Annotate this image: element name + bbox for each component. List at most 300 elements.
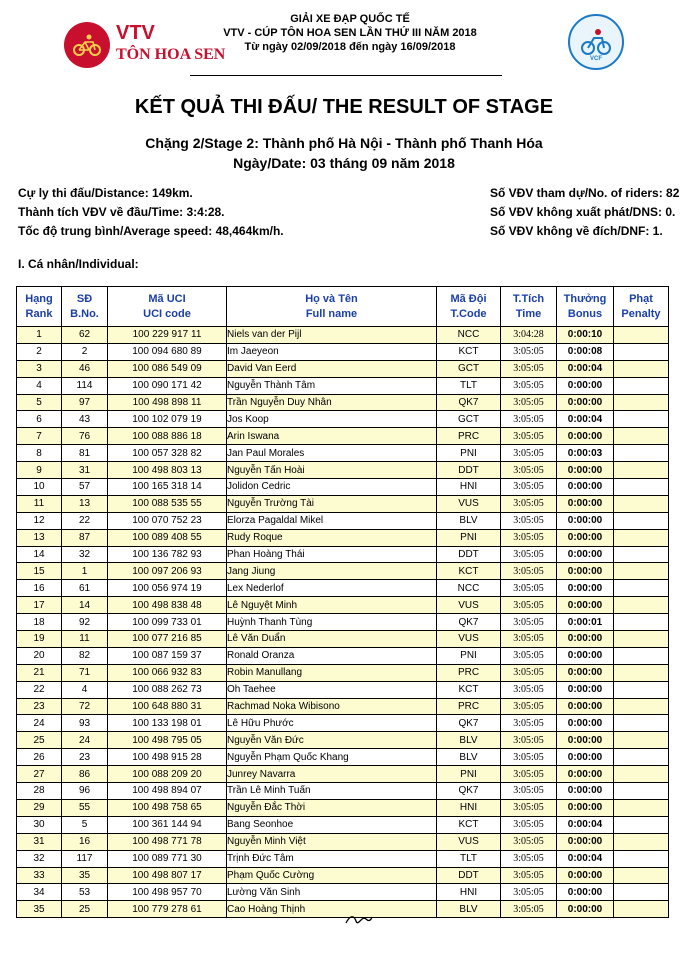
race-stats-left <box>18 184 284 241</box>
bib-cell: 23 <box>62 749 108 766</box>
bonus-cell: 0:00:08 <box>557 343 614 360</box>
uci-code-cell: 100 099 733 01 <box>108 614 227 631</box>
uci-code-cell: 100 089 408 55 <box>108 529 227 546</box>
table-row <box>17 377 669 394</box>
bib-cell: 82 <box>62 647 108 664</box>
rank-cell: 32 <box>17 850 62 867</box>
time-cell: 3:05:05 <box>501 563 557 580</box>
uci-code-cell: 100 133 198 01 <box>108 715 227 732</box>
bib-cell: 14 <box>62 597 108 614</box>
penalty-cell <box>614 512 669 529</box>
time-cell: 3:05:05 <box>501 732 557 749</box>
rank-cell: 3 <box>17 360 62 377</box>
time-cell: 3:05:05 <box>501 428 557 445</box>
bib-cell: 86 <box>62 766 108 783</box>
table-row <box>17 343 669 360</box>
rank-cell: 26 <box>17 749 62 766</box>
uci-code-cell: 100 498 807 17 <box>108 867 227 884</box>
bib-cell: 46 <box>62 360 108 377</box>
bonus-cell: 0:00:00 <box>557 766 614 783</box>
cyclist-emblem-icon <box>64 22 110 68</box>
bonus-cell: 0:00:00 <box>557 495 614 512</box>
bonus-cell: 0:00:00 <box>557 867 614 884</box>
bib-cell: 96 <box>62 783 108 800</box>
time-cell: 3:05:05 <box>501 766 557 783</box>
team-code-cell: DDT <box>437 867 501 884</box>
rider-name-cell: Trịnh Đức Tâm <box>227 850 437 867</box>
time-cell: 3:05:05 <box>501 546 557 563</box>
team-code-cell: VUS <box>437 631 501 648</box>
rider-name-cell: Niels van der Pijl <box>227 327 437 344</box>
team-code-cell: KCT <box>437 816 501 833</box>
rank-cell: 11 <box>17 495 62 512</box>
column-header-bib: SĐ B.No. <box>62 287 108 327</box>
bib-cell: 5 <box>62 816 108 833</box>
time-cell: 3:05:05 <box>501 681 557 698</box>
time-cell: 3:05:05 <box>501 479 557 496</box>
bonus-cell: 0:00:00 <box>557 428 614 445</box>
time-cell: 3:05:05 <box>501 512 557 529</box>
rank-cell: 19 <box>17 631 62 648</box>
penalty-cell <box>614 479 669 496</box>
team-code-cell: HNI <box>437 884 501 901</box>
vcf-cyclist-icon <box>580 28 612 56</box>
table-row <box>17 631 669 648</box>
rider-name-cell: Huỳnh Thanh Tùng <box>227 614 437 631</box>
time-cell: 3:05:05 <box>501 343 557 360</box>
uci-code-cell: 100 498 758 65 <box>108 799 227 816</box>
bonus-cell: 0:00:00 <box>557 901 614 918</box>
rank-cell: 12 <box>17 512 62 529</box>
uci-code-cell: 100 648 880 31 <box>108 698 227 715</box>
rider-name-cell: Nguyễn Trường Tài <box>227 495 437 512</box>
rider-name-cell: Nguyễn Phạm Quốc Khang <box>227 749 437 766</box>
event-line-2: VTV - CÚP TÔN HOA SEN LẦN THỨ III NĂM 2018 <box>223 27 477 39</box>
uci-code-cell: 100 498 838 48 <box>108 597 227 614</box>
results-body <box>17 327 669 918</box>
rider-name-cell: Elorza Pagaldal Mikel <box>227 512 437 529</box>
penalty-cell <box>614 529 669 546</box>
bib-cell: 11 <box>62 631 108 648</box>
penalty-cell <box>614 783 669 800</box>
team-code-cell: QK7 <box>437 614 501 631</box>
penalty-cell <box>614 394 669 411</box>
time-cell: 3:05:05 <box>501 529 557 546</box>
time-cell: 3:05:05 <box>501 631 557 648</box>
time-cell: 3:05:05 <box>501 360 557 377</box>
uci-code-cell: 100 056 974 19 <box>108 580 227 597</box>
table-row <box>17 512 669 529</box>
penalty-cell <box>614 360 669 377</box>
bonus-cell: 0:00:00 <box>557 377 614 394</box>
table-row <box>17 715 669 732</box>
bib-cell: 43 <box>62 411 108 428</box>
penalty-cell <box>614 749 669 766</box>
table-row <box>17 327 669 344</box>
section-title: I. Cá nhân/Individual: <box>18 257 139 271</box>
rank-cell: 5 <box>17 394 62 411</box>
bib-cell: 81 <box>62 445 108 462</box>
table-row <box>17 479 669 496</box>
bib-cell: 2 <box>62 343 108 360</box>
penalty-cell <box>614 732 669 749</box>
bib-cell: 24 <box>62 732 108 749</box>
penalty-cell <box>614 816 669 833</box>
bib-cell: 114 <box>62 377 108 394</box>
team-code-cell: GCT <box>437 360 501 377</box>
rank-cell: 16 <box>17 580 62 597</box>
bonus-cell: 0:00:00 <box>557 647 614 664</box>
rank-cell: 8 <box>17 445 62 462</box>
bonus-cell: 0:00:03 <box>557 445 614 462</box>
rider-name-cell: Nguyễn Minh Việt <box>227 833 437 850</box>
race-stats-right <box>490 184 679 241</box>
uci-code-cell: 100 498 898 11 <box>108 394 227 411</box>
table-row <box>17 495 669 512</box>
uci-code-cell: 100 077 216 85 <box>108 631 227 648</box>
bib-cell: 55 <box>62 799 108 816</box>
time-cell: 3:05:05 <box>501 715 557 732</box>
rank-cell: 18 <box>17 614 62 631</box>
penalty-cell <box>614 715 669 732</box>
rank-cell: 7 <box>17 428 62 445</box>
uci-code-cell: 100 066 932 83 <box>108 664 227 681</box>
team-code-cell: QK7 <box>437 394 501 411</box>
table-row <box>17 597 669 614</box>
table-row <box>17 884 669 901</box>
team-code-cell: KCT <box>437 681 501 698</box>
penalty-cell <box>614 428 669 445</box>
time-cell: 3:05:05 <box>501 394 557 411</box>
rider-name-cell: Lê Nguyệt Minh <box>227 597 437 614</box>
bib-cell: 32 <box>62 546 108 563</box>
event-line-3: Từ ngày 02/09/2018 đến ngày 16/09/2018 <box>244 41 456 53</box>
rank-cell: 33 <box>17 867 62 884</box>
table-row <box>17 546 669 563</box>
table-row <box>17 664 669 681</box>
uci-code-cell: 100 088 535 55 <box>108 495 227 512</box>
bib-cell: 87 <box>62 529 108 546</box>
table-row <box>17 681 669 698</box>
uci-code-cell: 100 498 915 28 <box>108 749 227 766</box>
team-code-cell: TLT <box>437 850 501 867</box>
uci-code-cell: 100 498 795 05 <box>108 732 227 749</box>
rider-name-cell: Nguyễn Đắc Thời <box>227 799 437 816</box>
penalty-cell <box>614 495 669 512</box>
time-cell: 3:05:05 <box>501 698 557 715</box>
rank-cell: 1 <box>17 327 62 344</box>
bonus-cell: 0:00:04 <box>557 816 614 833</box>
team-code-cell: PNI <box>437 445 501 462</box>
team-code-cell: QK7 <box>437 715 501 732</box>
time-cell: 3:05:05 <box>501 664 557 681</box>
table-row <box>17 749 669 766</box>
table-row <box>17 580 669 597</box>
rank-cell: 10 <box>17 479 62 496</box>
rider-name-cell: Im Jaeyeon <box>227 343 437 360</box>
table-row <box>17 529 669 546</box>
uci-code-cell: 100 102 079 19 <box>108 411 227 428</box>
penalty-cell <box>614 445 669 462</box>
team-code-cell: HNI <box>437 479 501 496</box>
bib-cell: 92 <box>62 614 108 631</box>
table-row <box>17 647 669 664</box>
penalty-cell <box>614 664 669 681</box>
penalty-cell <box>614 377 669 394</box>
team-code-cell: GCT <box>437 411 501 428</box>
table-row <box>17 766 669 783</box>
time-cell: 3:05:05 <box>501 647 557 664</box>
rider-name-cell: Phạm Quốc Cường <box>227 867 437 884</box>
bonus-cell: 0:00:00 <box>557 833 614 850</box>
rider-name-cell: Junrey Navarra <box>227 766 437 783</box>
time-cell: 3:05:05 <box>501 445 557 462</box>
uci-code-cell: 100 088 209 20 <box>108 766 227 783</box>
team-code-cell: DDT <box>437 462 501 479</box>
team-code-cell: PRC <box>437 698 501 715</box>
bonus-cell: 0:00:10 <box>557 327 614 344</box>
table-row <box>17 462 669 479</box>
bib-cell: 61 <box>62 580 108 597</box>
penalty-cell <box>614 799 669 816</box>
uci-code-cell: 100 097 206 93 <box>108 563 227 580</box>
penalty-cell <box>614 411 669 428</box>
table-row <box>17 698 669 715</box>
rider-name-cell: Nguyễn Tấn Hoài <box>227 462 437 479</box>
rider-name-cell: David Van Eerd <box>227 360 437 377</box>
team-code-cell: BLV <box>437 512 501 529</box>
column-header-rank: Hạng Rank <box>17 287 62 327</box>
uci-code-cell: 100 086 549 09 <box>108 360 227 377</box>
bonus-cell: 0:00:00 <box>557 799 614 816</box>
uci-code-cell: 100 779 278 61 <box>108 901 227 918</box>
bonus-cell: 0:00:04 <box>557 850 614 867</box>
rider-name-cell: Bang Seonhoe <box>227 816 437 833</box>
bonus-cell: 0:00:00 <box>557 512 614 529</box>
team-code-cell: DDT <box>437 546 501 563</box>
uci-code-cell: 100 229 917 11 <box>108 327 227 344</box>
bonus-cell: 0:00:00 <box>557 597 614 614</box>
bonus-cell: 0:00:00 <box>557 546 614 563</box>
bib-cell: 35 <box>62 867 108 884</box>
vtv-logo-text: VTV <box>116 22 155 44</box>
table-row <box>17 850 669 867</box>
team-code-cell: KCT <box>437 343 501 360</box>
bonus-cell: 0:00:00 <box>557 664 614 681</box>
rank-cell: 4 <box>17 377 62 394</box>
uci-code-cell: 100 088 262 73 <box>108 681 227 698</box>
event-line-1: GIẢI XE ĐẠP QUỐC TẾ <box>290 13 410 25</box>
rank-cell: 25 <box>17 732 62 749</box>
rider-name-cell: Rachmad Noka Wibisono <box>227 698 437 715</box>
rank-cell: 20 <box>17 647 62 664</box>
time-cell: 3:05:05 <box>501 833 557 850</box>
penalty-cell <box>614 327 669 344</box>
table-row <box>17 411 669 428</box>
table-row <box>17 563 669 580</box>
stage-date: Ngày/Date: 03 tháng 09 năm 2018 <box>233 155 455 171</box>
header-divider <box>190 75 502 76</box>
rank-cell: 13 <box>17 529 62 546</box>
document-header <box>0 0 688 90</box>
table-row <box>17 428 669 445</box>
rank-cell: 6 <box>17 411 62 428</box>
column-header-bonus: Thưởng Bonus <box>557 287 614 327</box>
time-cell: 3:05:05 <box>501 411 557 428</box>
uci-code-cell: 100 094 680 89 <box>108 343 227 360</box>
penalty-cell <box>614 597 669 614</box>
table-row <box>17 614 669 631</box>
vcf-logo-text: VCF <box>590 56 602 62</box>
rank-cell: 15 <box>17 563 62 580</box>
uci-code-cell: 100 087 159 37 <box>108 647 227 664</box>
bonus-cell: 0:00:00 <box>557 783 614 800</box>
time-cell: 3:05:05 <box>501 867 557 884</box>
uci-code-cell: 100 136 782 93 <box>108 546 227 563</box>
bib-cell: 72 <box>62 698 108 715</box>
penalty-cell <box>614 647 669 664</box>
penalty-cell <box>614 867 669 884</box>
team-code-cell: KCT <box>437 563 501 580</box>
uci-code-cell: 100 090 171 42 <box>108 377 227 394</box>
table-row <box>17 799 669 816</box>
rank-cell: 29 <box>17 799 62 816</box>
results-table <box>16 286 669 918</box>
rider-name-cell: Jolidon Cedric <box>227 479 437 496</box>
stage-info <box>0 133 688 173</box>
rank-cell: 2 <box>17 343 62 360</box>
penalty-cell <box>614 462 669 479</box>
rider-name-cell: Jan Paul Morales <box>227 445 437 462</box>
rider-name-cell: Trần Nguyễn Duy Nhân <box>227 394 437 411</box>
rank-cell: 35 <box>17 901 62 918</box>
uci-code-cell: 100 498 803 13 <box>108 462 227 479</box>
time-cell: 3:05:05 <box>501 799 557 816</box>
penalty-cell <box>614 343 669 360</box>
page-title: KẾT QUẢ THI ĐẤU/ THE RESULT OF STAGE <box>134 96 554 118</box>
uci-code-cell: 100 361 144 94 <box>108 816 227 833</box>
time-cell: 3:05:05 <box>501 884 557 901</box>
bib-cell: 31 <box>62 462 108 479</box>
bib-cell: 97 <box>62 394 108 411</box>
bib-cell: 13 <box>62 495 108 512</box>
bonus-cell: 0:00:01 <box>557 614 614 631</box>
bonus-cell: 0:00:00 <box>557 394 614 411</box>
rider-name-cell: Nguyễn Văn Đức <box>227 732 437 749</box>
bonus-cell: 0:00:00 <box>557 715 614 732</box>
rider-name-cell: Lê Hữu Phước <box>227 715 437 732</box>
bonus-cell: 0:00:00 <box>557 529 614 546</box>
time-cell: 3:05:05 <box>501 749 557 766</box>
distance-stat: Cự ly thi đấu/Distance: 149km. <box>18 186 193 200</box>
table-row <box>17 732 669 749</box>
uci-code-cell: 100 498 771 78 <box>108 833 227 850</box>
rider-name-cell: Jos Koop <box>227 411 437 428</box>
winner-time-stat: Thành tích VĐV về đầu/Time: 3:4:28. <box>18 205 225 219</box>
time-cell: 3:05:05 <box>501 580 557 597</box>
rank-cell: 17 <box>17 597 62 614</box>
rider-name-cell: Rudy Roque <box>227 529 437 546</box>
team-code-cell: BLV <box>437 749 501 766</box>
rank-cell: 27 <box>17 766 62 783</box>
team-code-cell: PRC <box>437 428 501 445</box>
bib-cell: 22 <box>62 512 108 529</box>
penalty-cell <box>614 698 669 715</box>
bib-cell: 25 <box>62 901 108 918</box>
column-header-penalty: Phạt Penalty <box>614 287 669 327</box>
team-code-cell: NCC <box>437 327 501 344</box>
bib-cell: 76 <box>62 428 108 445</box>
rider-name-cell: Lường Văn Sinh <box>227 884 437 901</box>
time-cell: 3:05:05 <box>501 377 557 394</box>
table-row <box>17 833 669 850</box>
penalty-cell <box>614 580 669 597</box>
bib-cell: 93 <box>62 715 108 732</box>
time-cell: 3:05:05 <box>501 614 557 631</box>
time-cell: 3:05:05 <box>501 783 557 800</box>
table-row <box>17 867 669 884</box>
federation-logo <box>568 14 624 70</box>
bib-cell: 117 <box>62 850 108 867</box>
table-row <box>17 901 669 918</box>
rider-name-cell: Phan Hoàng Thái <box>227 546 437 563</box>
time-cell: 3:05:05 <box>501 850 557 867</box>
team-code-cell: HNI <box>437 799 501 816</box>
rank-cell: 14 <box>17 546 62 563</box>
penalty-cell <box>614 901 669 918</box>
time-cell: 3:04:28 <box>501 327 557 344</box>
team-code-cell: BLV <box>437 732 501 749</box>
penalty-cell <box>614 833 669 850</box>
dns-stat: Số VĐV không xuất phát/DNS: 0. <box>490 205 676 219</box>
bonus-cell: 0:00:00 <box>557 732 614 749</box>
bib-cell: 53 <box>62 884 108 901</box>
rider-name-cell: Robin Manullang <box>227 664 437 681</box>
time-cell: 3:05:05 <box>501 462 557 479</box>
rank-cell: 21 <box>17 664 62 681</box>
column-header-time: T.Tích Time <box>501 287 557 327</box>
column-header-uci-code: Mã UCI UCI code <box>108 287 227 327</box>
uci-code-cell: 100 070 752 23 <box>108 512 227 529</box>
uci-code-cell: 100 165 318 14 <box>108 479 227 496</box>
team-code-cell: PNI <box>437 766 501 783</box>
rider-name-cell: Jang Jiung <box>227 563 437 580</box>
bonus-cell: 0:00:00 <box>557 749 614 766</box>
rank-cell: 30 <box>17 816 62 833</box>
bib-cell: 71 <box>62 664 108 681</box>
brand-logo-text: TÔN HOA SEN <box>116 46 226 63</box>
team-code-cell: PNI <box>437 647 501 664</box>
team-code-cell: TLT <box>437 377 501 394</box>
uci-code-cell: 100 498 894 07 <box>108 783 227 800</box>
team-code-cell: VUS <box>437 597 501 614</box>
rider-name-cell: Lex Nederlof <box>227 580 437 597</box>
penalty-cell <box>614 631 669 648</box>
table-row <box>17 783 669 800</box>
bonus-cell: 0:00:04 <box>557 411 614 428</box>
penalty-cell <box>614 884 669 901</box>
penalty-cell <box>614 850 669 867</box>
team-code-cell: PNI <box>437 529 501 546</box>
rank-cell: 34 <box>17 884 62 901</box>
bib-cell: 57 <box>62 479 108 496</box>
table-row <box>17 360 669 377</box>
penalty-cell <box>614 681 669 698</box>
average-speed-stat: Tốc độ trung bình/Average speed: 48,464km/h. <box>18 224 284 238</box>
event-heading <box>200 12 500 54</box>
rider-name-cell: Cao Hoàng Thịnh <box>227 901 437 918</box>
penalty-cell <box>614 766 669 783</box>
